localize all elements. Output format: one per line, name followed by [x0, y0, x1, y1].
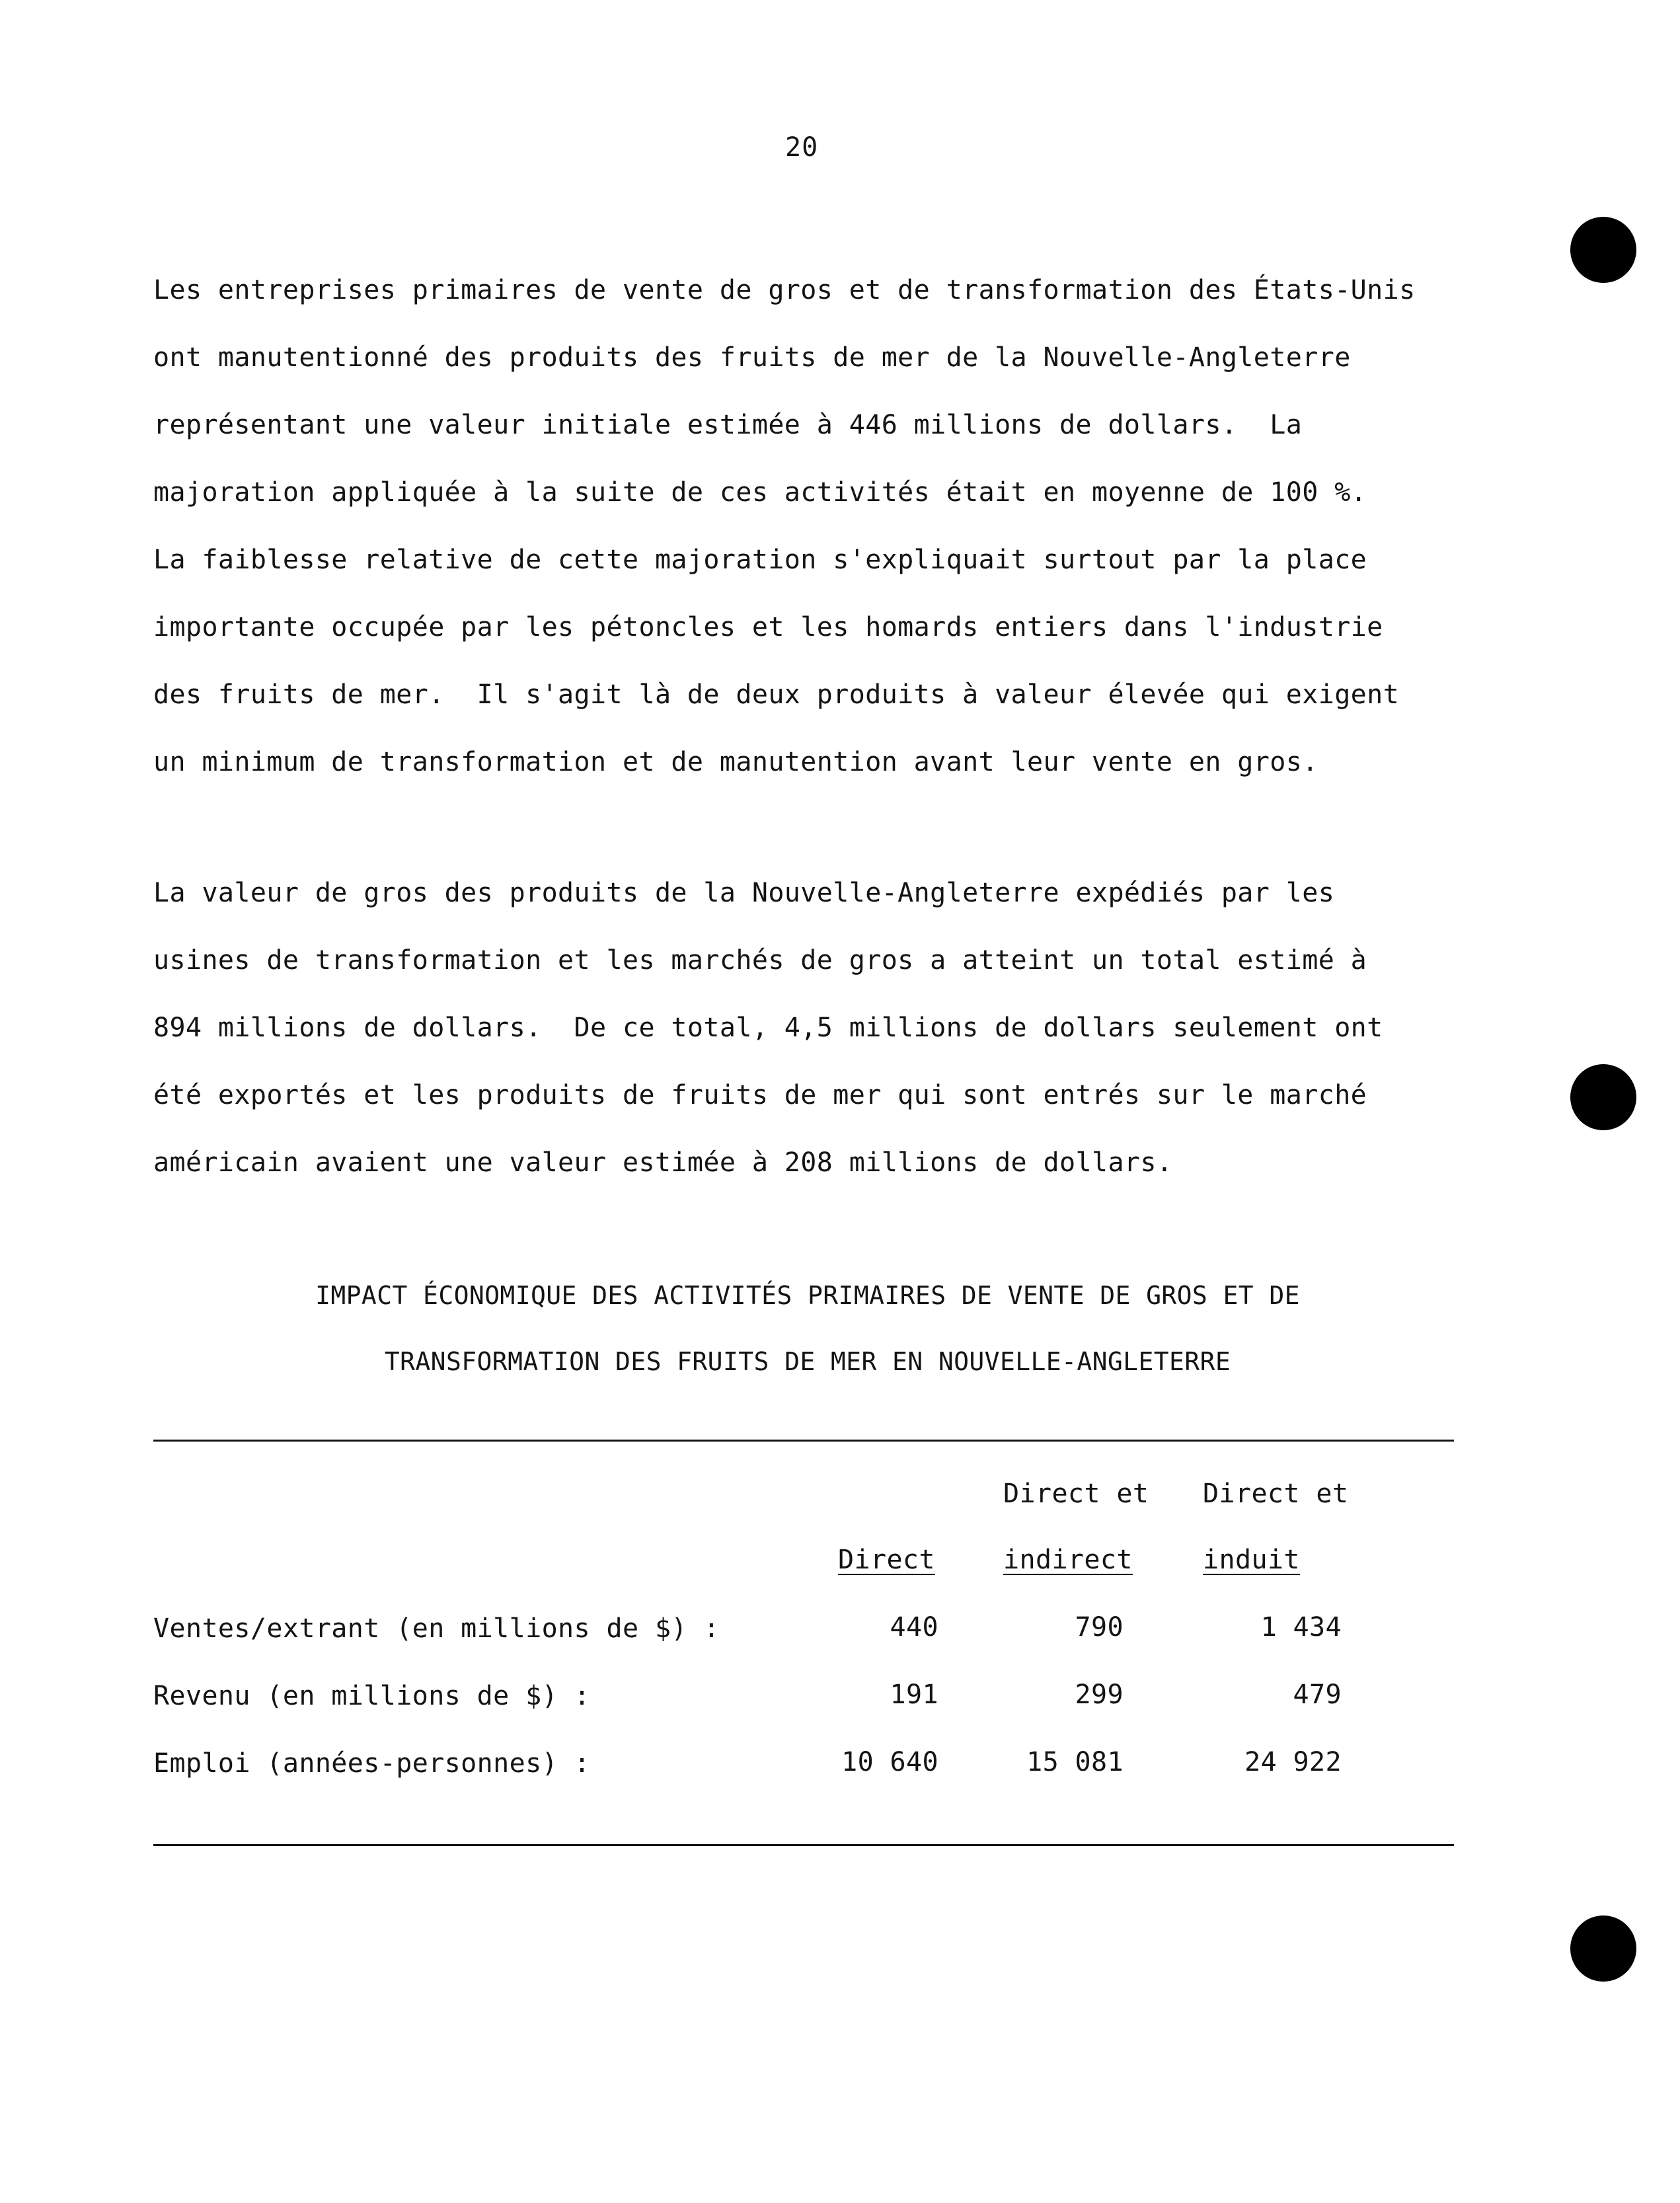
- table-title-line-1: IMPACT ÉCONOMIQUE DES ACTIVITÉS PRIMAIRES DE VENTE DE GROS ET DE: [315, 1281, 1300, 1310]
- paragraph-line: des fruits de mer. Il s'agit là de deux produits à valeur élevée qui exigent: [153, 679, 1400, 710]
- cell-ventes-direct: 440: [890, 1612, 938, 1643]
- cell-emploi-indirect: 15 081: [1026, 1747, 1124, 1777]
- header-direct: Direct: [838, 1545, 935, 1575]
- header-direct-induit-line-2: induit: [1203, 1545, 1300, 1575]
- table-bottom-rule: [153, 1844, 1454, 1846]
- paragraph-line: été exportés et les produits de fruits de mer qui sont entrés sur le marché: [153, 1080, 1367, 1110]
- paragraph-line: majoration appliquée à la suite de ces activités était en moyenne de 100 %.: [153, 477, 1367, 508]
- cell-revenu-induit: 479: [1293, 1680, 1342, 1710]
- header-direct-indirect-line-2: indirect: [1003, 1545, 1133, 1575]
- paragraph-line: un minimum de transformation et de manutention avant leur vente en gros.: [153, 747, 1318, 777]
- paragraph-line: 894 millions de dollars. De ce total, 4,5 millions de dollars seulement ont: [153, 1013, 1383, 1043]
- paragraph-line: La valeur de gros des produits de la Nouvelle-Angleterre expédiés par les: [153, 878, 1335, 908]
- row-label-emploi: Emploi (années-personnes) :: [153, 1748, 591, 1779]
- cell-ventes-induit: 1 434: [1260, 1612, 1342, 1643]
- paragraph-line: ont manutentionné des produits des fruits de mer de la Nouvelle-Angleterre: [153, 342, 1351, 373]
- paragraph-line: américain avaient une valeur estimée à 208 millions de dollars.: [153, 1147, 1173, 1178]
- paragraph-line: usines de transformation et les marchés de gros a atteint un total estimé à: [153, 945, 1367, 976]
- paragraph-1: [153, 256, 1482, 796]
- cell-revenu-direct: 191: [890, 1680, 938, 1710]
- punch-hole: [1570, 1915, 1636, 1982]
- paragraph-line: La faiblesse relative de cette majoration s'expliquait surtout par la place: [153, 545, 1367, 575]
- row-label-ventes: Ventes/extrant (en millions de $) :: [153, 1613, 720, 1644]
- punch-hole: [1570, 1064, 1636, 1130]
- punch-hole: [1570, 217, 1636, 283]
- table-top-rule: [153, 1440, 1454, 1442]
- cell-ventes-indirect: 790: [1075, 1612, 1124, 1643]
- paragraph-line: Les entreprises primaires de vente de gros et de transformation des États-Unis: [153, 275, 1416, 305]
- header-direct-induit-line-1: Direct et: [1203, 1479, 1349, 1509]
- cell-revenu-indirect: 299: [1075, 1680, 1124, 1710]
- cell-emploi-direct: 10 640: [841, 1747, 938, 1777]
- paragraph-line: importante occupée par les pétoncles et les homards entiers dans l'industrie: [153, 612, 1383, 642]
- cell-emploi-induit: 24 922: [1244, 1747, 1342, 1777]
- row-label-revenu: Revenu (en millions de $) :: [153, 1681, 591, 1711]
- paragraph-line: représentant une valeur initiale estimée à 446 millions de dollars. La: [153, 410, 1303, 440]
- paragraph-2: [153, 859, 1482, 1196]
- page-number: 20: [785, 132, 819, 163]
- header-direct-indirect-line-1: Direct et: [1003, 1479, 1149, 1509]
- table-title-line-2: TRANSFORMATION DES FRUITS DE MER EN NOUVELLE-ANGLETERRE: [384, 1347, 1231, 1376]
